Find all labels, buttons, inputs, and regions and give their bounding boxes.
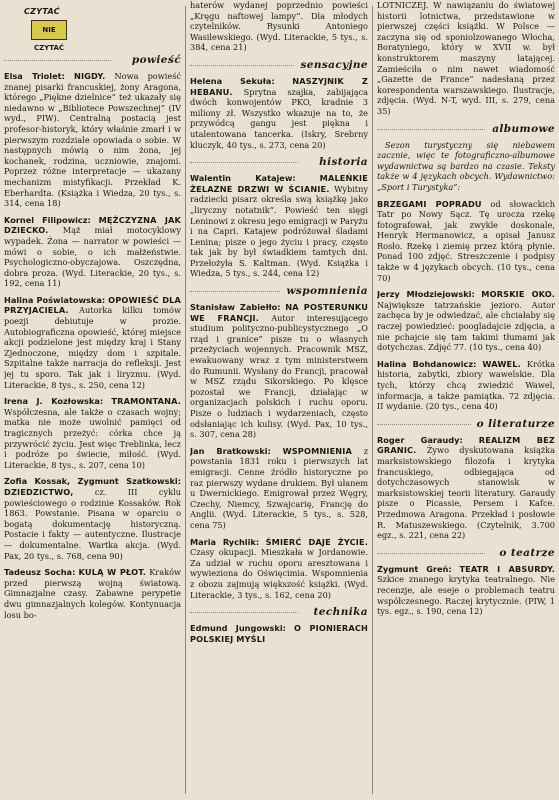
review-entry: Tadeusz Socha: KULĄ W PŁOT. Kraków przed pierwszą wojną światową. Gimnazjalne czasy. Zabawne perypetie dwu gimnazjalnych kolegów. Kontynuacja losu bo- (4, 567, 181, 620)
section-heading-o-teatrze: o teatrze (377, 547, 555, 559)
review-entry: Zofia Kossak, Zygmunt Szatkowski: DZIEDZICTWO, cz. III cyklu powieściowego o rodzinie Kossaków. Rok 1863. Powstanie. Pisana w oparciu o bogatą dokumentację historyczną. Postacie i fakty — autentyczne. Ilustracje — dokumentalne. Wartka akcja. (Wyd. Pax, 20 tys., s. 768, cena 90) (4, 476, 181, 561)
section-heading-technika: technika (190, 606, 368, 618)
review-entry-continued: haterów wydanej poprzednio powieści „Kręgu naftowej lampy”. Dla młodych czytelników. Rysunki Antoniego Wasilewskiego. (Wyd. Literackie, 5 tys., s. 384, cena 21) (190, 0, 368, 53)
section-heading-o-literaturze: o literaturze (377, 418, 555, 430)
review-entry: Stanisław Zabiełło: NA POSTERUNKU WE FRANCJI. Autor interesującego studium polityczno-publicystycznego „O rząd i granice” pisze tu o własnych przeżyciach wojennych. Pracownik MSZ, ewakuowany wraz z tym ministerstwem do Rumunii. Wysłany do Francji, pracował w MSZ rządu Sikorskiego. Po klęsce pozostał we Francji, działając w organizacjach polskich i ruchu oporu. Pisze o ludziach i wydarzeniach, często odsłaniając ich kulisy. (Wyd. Pax, 10 tys., s. 307, cena 28) (190, 302, 368, 440)
intro-note: Sezon turystyczny się niebawem zacznie, więc te fotograficzno-albumowe wydawnictwa są bardzo na czasie. Teksty także w 4 językach obcych. Wydawnictwo: „Sport i Turystyka”: (377, 139, 555, 192)
review-entry: Kornel Filipowicz: MĘŻCZYZNA JAK DZIECKO. Mąż miał motocyklowy wypadek. Żona — narrator w powieści — mówi o sobie, o ich małżeństwie. Psychologiczno-obyczajowa. Oszczędna, dobra proza. (Wyd. Literackie, 20 tys., s. 192, cena 11) (4, 214, 181, 289)
review-entry: Halina Poświatowska: OPOWIEŚĆ DLA PRZYJACIELA. Autorka kilku tomów poezji debiutuje w prozie. Autobiograficzna opowieść, której miejsce akcji podzielone jest między kraj i Stany Zjednoczone, między dom i szpitale. Szpitalne także narracja do refleksji. Jest jej tu sporo. Tak jak i liryzmu. (Wyd. Literackie, 8 tys., s. 250, cena 12) (4, 294, 181, 390)
review-entry: Helena Sekuła: NASZYJNIK Z HEBANU. Sprytna szajka, zabijająca dwóch konwojentów PKO, kradnie 3 miliony zł. Wszystko wkazuje na to, że przywódcą gangu jest piękna i utalentowana tancerka. (Iskry, Srebrny kluczyk, 40 tys., s. 273, cena 20) (190, 75, 368, 150)
review-entry: Jan Bratkowski: WSPOMNIENIA z powstania 1831 roku i pierwszych lat emigracji. Cenne źródło historyczne po raz pierwszy wydane drukiem. Był ułanem u Dwernickiego. Emigrował przez Węgry, Czechy, Niemcy, Szwajcarię, Francję do Anglii. (Wyd. Literackie, 5 tys., s. 528, cena 75) (190, 445, 368, 530)
review-entry-continued: LOTNICZEJ. W nawiązaniu do światowej historii lotnictwa, przedstawione w pierwszej części książki. W Polsce — zaczyna się od sponiolzowanego Włocha, Boratyniego, który w XVII w. był konstruktorem maszyny latającej. Zamieściła o nim nawet wiadomość „Gazette de France” nadesłaną przez korespondenta warszawskiego. Ilustracje, zdjęcia. (Wyd. N-T, wyd. III, s. 279, cena 35) (377, 0, 555, 116)
review-entry: Roger Garaudy: REALIZM BEZ GRANIC. Żywo dyskutowana książka marksistowskiego filozofa i krytyka francuskiego, odbiegająca od dotychczasowych stanowisk w marksistowskiej teorii literatury. Garaudy pisze o Picassie, Persem i Kafce. Przedmowa Aragona. Przekład i posłowie R. Matuszewskiego. (Czytelnik, 3.700 egz., s. 221, cena 22) (377, 434, 555, 541)
column-rule (185, 6, 186, 794)
review-entry: Irena J. Kozłowska: TRAMONTANA. Współczesna, ale także o czasach wojny; matka nie może uwolnić pamięci od tragicznych przeżyć: córka chce ją przywrócić życiu. Jest więc Treblinka, lecz i podróże po świecie, miłość. (Wyd. Literackie, 8 tys., s. 207, cena 10) (4, 396, 181, 470)
column-3 (377, 0, 555, 800)
review-entry: Halina Bohdanowicz: WAWEL. Krótka historia, zabytki, zbiory wawelskie. Dla tych, którzy chcą zwiedzić Wawel, informacja, a także pamiątka. 72 zdjęcia. II wydanie. (20 tys., cena 40) (377, 358, 555, 412)
badge-line-1: CZYTAĆ (24, 7, 60, 16)
section-heading-historia: historia (190, 156, 368, 168)
section-heading-wspomnienia: wspomnienia (190, 285, 368, 297)
czytac-nie-czytac-badge (16, 4, 72, 52)
review-entry: Elsa Triolet: NIGDY. Nowa powieść znanej pisarki francuskiej, żony Aragona, którego „Piękne dzielnice” też ukazały się niedawno w „Bibliotece Powszechnej” (IV wyd., PIW). Centralną postacią jest profesor-historyk, który właśnie zmarł i w pierwszym rozdziale opowiada o sobie. W następnych mówią o nim żona, jej kochanek, rodzina, uczniowie, znajomi. Poprzez różne interpretacje — ukazany mechanizm mistyfikacji. Przekład K. Eberhardta. (Książka i Wiedza, 20 tys., s. 314, cena 18) (4, 71, 181, 209)
review-entry: Edmund Jungowski: O PIONIERACH POLSKIEJ MYŚLI (190, 623, 368, 644)
badge-line-2: NIE CZYTAĆ (31, 20, 67, 40)
review-entry: BRZEGAMI POPRADU od słowackich Tatr po Nowy Sącz. Tę urocza rzekę fotografował, jak zwykle doskonale, Henryk Hermanowicz, a opisał Janusz Rosło. Rzekę i ziemię przez którą płynie. Ponad 100 zdjęć. Streszczenie i podpisy także w 4 językach obcych. (10 tys., cena 70) (377, 198, 555, 283)
review-entry: Jerzy Młodziejowski: MORSKIE OKO. Największe tatrzańskie jezioro. Autor zachęca by je odwiedzać, ale chciałaby się raczej powiedzieć: poogladajcie zdjęcia, a nie pchajcie się tam takimi tłumami jak dotychczas. Zdjęć 77. (10 tys., cena 40) (377, 289, 555, 353)
column-rule (372, 6, 373, 794)
review-entry: Zygmunt Greń: TEATR I ABSURDY. Szkice znanego krytyka teatralnego. Nie recenzje, ale eseje o problemach teatru współczesnego. Raczej krytycznie. (PIW, 1 tys. egz., s. 190, cena 12) (377, 563, 555, 617)
column-1 (4, 0, 181, 800)
section-heading-powiesc: powieść (4, 54, 181, 66)
column-2 (190, 0, 368, 800)
review-entry: Maria Rychlik: ŚMIERĆ DAJE ŻYCIE. Czasy okupacji. Mieszkała w Jordanowie. Za udział w ruchu oporu aresztowana i wywieziona do Oświęcimia. Wspomnienia z obozu zajmują większość książki. (Wyd. Literackie, 3 tys., s. 162, cena 20) (190, 536, 368, 600)
section-heading-sensacyjne: sensacyjne (190, 59, 368, 71)
review-entry: Walentin Katajew: MALEŃKIE ŻELAZNE DRZWI W ŚCIANIE. Wybitny radziecki pisarz określa swą książkę jako „liryczny notatnik”. Powieść ten sięgi Leninowi z okresu jego emigracji w Paryżu i na Capri. Katajew podróżował śladami Lenina; pisze o jego życiu i pracy, często tak jak by był świadkiem tamtych dni. Przełożyła S. Kaltman. (Wyd. Książka i Wiedza, 5 tys., s. 244, cena 12) (190, 173, 368, 279)
section-heading-albumowe: albumowe (377, 123, 555, 135)
